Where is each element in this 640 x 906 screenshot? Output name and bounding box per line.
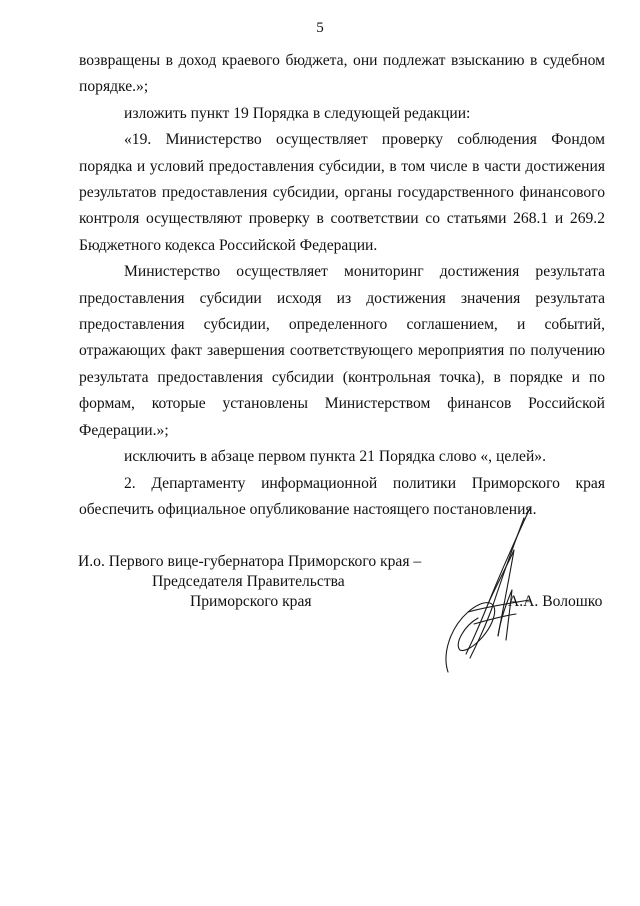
- handwritten-signature: [438, 504, 538, 674]
- paragraph: «19. Министерство осуществляет проверку соблюдения Фондом порядка и условий предоставления субсидии, в том числе в части достижения результатов предоставления субсидии, органы государственного финансового контроля осуществляют проверку в соответствии со статьями 268.1 и 269.2 Бюджетного кодекса Российской Федерации.: [79, 131, 605, 254]
- paragraph: 2. Департаменту информационной политики Приморского края обеспечить официальное опубликование настоящего постановления.: [79, 474, 605, 518]
- position-line: Председателя Правительства: [152, 573, 345, 590]
- paragraph: исключить в абзаце первом пункта 21 Порядка слово «, целей».: [124, 448, 546, 466]
- document-body: [79, 48, 605, 523]
- signatory-position: [78, 552, 438, 612]
- paragraph: изложить пункт 19 Порядка в следующей редакции:: [124, 104, 471, 122]
- position-line: И.о. Первого вице-губернатора Приморского края –: [78, 553, 422, 570]
- position-line: Приморского края: [190, 593, 312, 610]
- page-number: 5: [316, 20, 324, 36]
- signatory-name: А.А. Волошко: [508, 593, 603, 610]
- paragraph: возвращены в доход краевого бюджета, они подлежат взысканию в судебном порядке.»;: [79, 52, 605, 96]
- paragraph: Министерство осуществляет мониторинг достижения результата предоставления субсидии исходя из достижения значения результата предоставления субсидии, определенного соглашением, и событий, отражающих факт завершения соответствующего мероприятия по получению результата предоставления субсидии (контрольная точка), в порядке и по формам, которые установлены Министерством финансов Российской Федерации.»;: [79, 263, 605, 439]
